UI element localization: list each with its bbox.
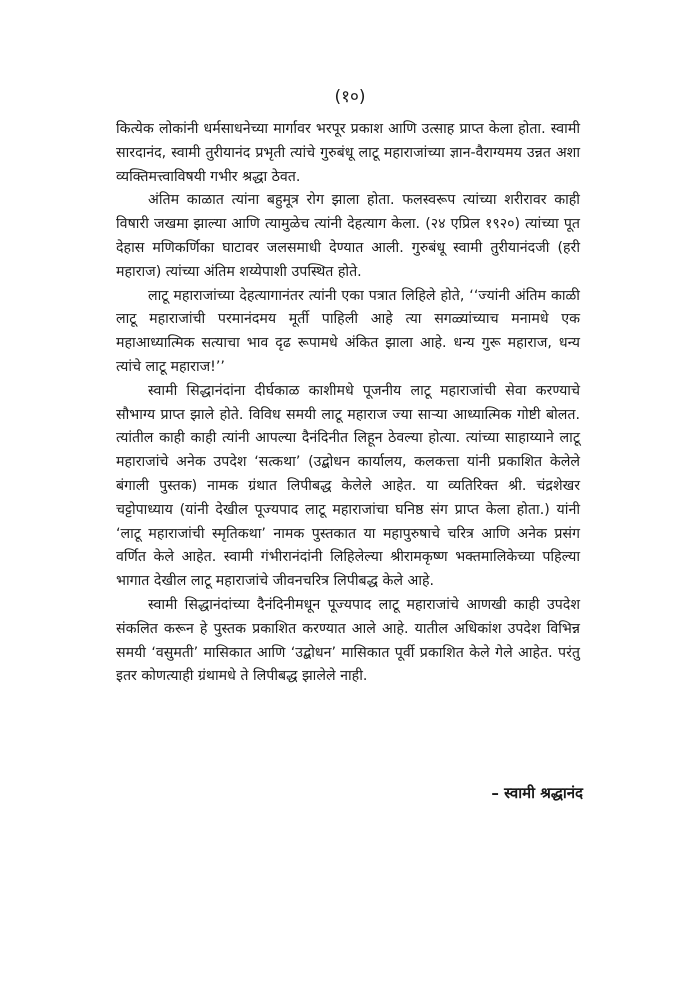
paragraph-5: स्वामी सिद्धानंदांच्या दैनंदिनीमधून पूज्यपाद लाटू महाराजांचे आणखी काही उपदेश संकलित करून हे पुस्तक प्रकाशित करण्यात आले आहे. यातील अधिकांश उपदेश विभिन्न समयी ‘वसुमती’ मासिकात आणि ‘उद्बोधन’ मासिकात पूर्वी प्रकाशित केले गेले आहेत. परंतु इतर कोणत्याही ग्रंथामधे ते लिपीबद्ध झालेले नाही.: [116, 596, 580, 685]
paragraph-2: अंतिम काळात त्यांना बहुमूत्र रोग झाला होता. फलस्वरूप त्यांच्या शरीरावर काही विषारी जखमा झाल्या आणि त्यामुळेच त्यांनी देहत्याग केला. (२४ एप्रिल १९२०) त्यांच्या पूत देहास मणिकर्णिका घाटावर जलसमाधी देण्यात आली. गुरुबंधू स्वामी तुरीयानंदजी (हरी महाराज) त्यांच्या अंतिम शय्येपाशी उपस्थित होते.: [116, 192, 580, 280]
author-signature: – स्वामी श्रद्धानंद: [491, 784, 583, 802]
paragraph-3: लाटू महाराजांच्या देहत्यागानंतर त्यांनी एका पत्रात लिहिले होते, ‘‘ज्यांनी अंतिम काळी लाटू महाराजांची परमानंदमय मूर्ती पाहिली आहे त्या सगळ्यांच्याच मनामधे एक महाआध्यात्मिक सत्याचा भाव दृढ रूपामधे अंकित झाला आहे. धन्य गुरू महाराज, धन्य त्यांचे लाटू महाराज!’’: [116, 287, 580, 375]
paragraph-1: कित्येक लोकांनी धर्मसाधनेच्या मार्गावर भरपूर प्रकाश आणि उत्साह प्राप्त केला होता. स्वामी सारदानंद, स्वामी तुरीयानंद प्रभृती त्यांचे गुरुबंधू लाटू महाराजांच्या ज्ञान-वैराग्यमय उन्नत अशा व्यक्तिमत्त्वाविषयी गभीर श्रद्धा ठेवत.: [116, 121, 580, 185]
page-number: (१०): [334, 87, 366, 107]
paragraph-4: स्वामी सिद्धानंदांना दीर्घकाळ काशीमधे पूजनीय लाटू महाराजांची सेवा करण्याचे सौभाग्य प्राप्त झाले होते. विविध समयी लाटू महाराज ज्या साऱ्या आध्यात्मिक गोष्टी बोलत. त्यांतील काही काही त्यांनी आपल्या दैनंदिनीत लिहून ठेवल्या होत्या. त्यांच्या साहाय्याने लाटू महाराजांचे अनेक उपदेश ‘सत्कथा’ (उद्बोधन कार्यालय, कलकत्ता यांनी प्रकाशित केलेले बंगाली पुस्तक) नामक ग्रंथात लिपीबद्ध केलेले आहेत. या व्यतिरिक्त श्री. चंद्रशेखर चट्टोपाध्याय (यांनी देखील पूज्यपाद लाटू महाराजांचा घनिष्ठ संग प्राप्त केला होता.) यांनी ‘लाटू महाराजांची स्मृतिकथा’ नामक पुस्तकात या महापुरुषाचे चरित्र आणि अनेक प्रसंग वर्णित केले आहेत. स्वामी गंभीरानंदांनी लिहिलेल्या श्रीरामकृष्ण भक्तमालिकेच्या पहिल्या भागात देखील लाटू महाराजांचे जीवनचरित्र लिपीबद्ध केले आहे.: [116, 382, 580, 590]
body-text: [116, 118, 580, 689]
